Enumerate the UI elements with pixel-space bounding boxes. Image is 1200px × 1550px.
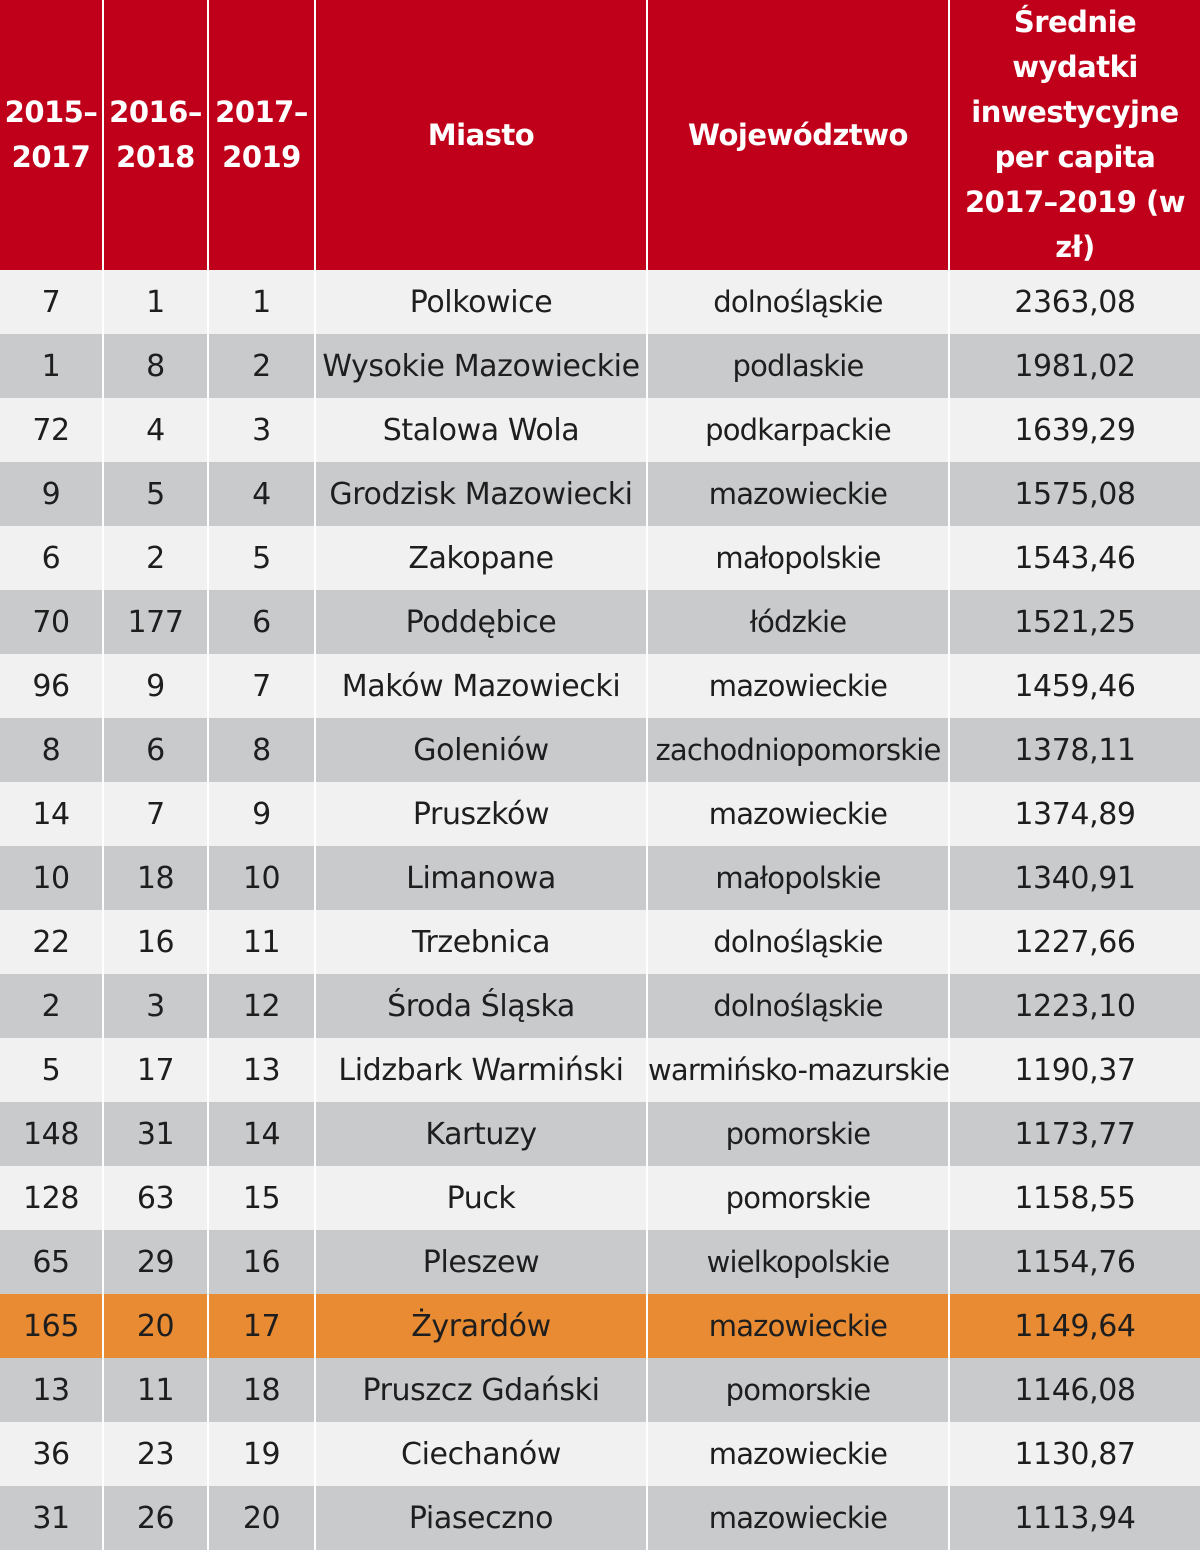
cell-rank-2015-2017: 148 [0,1102,103,1166]
cell-rank-2016-2018: 18 [103,846,208,910]
cell-rank-2017-2019: 2 [208,334,315,398]
cell-wojewodztwo: podkarpackie [647,398,949,462]
cell-rank-2015-2017: 8 [0,718,103,782]
cell-rank-2015-2017: 14 [0,782,103,846]
cell-wydatki: 1639,29 [949,398,1200,462]
cell-rank-2017-2019: 8 [208,718,315,782]
cell-rank-2016-2018: 31 [103,1102,208,1166]
table-row [0,846,1200,910]
cell-rank-2016-2018: 20 [103,1294,208,1358]
cell-miasto: Środa Śląska [315,974,647,1038]
cell-miasto: Pruszków [315,782,647,846]
table-body [0,270,1200,1550]
cell-wojewodztwo: mazowieckie [647,462,949,526]
cell-miasto: Ciechanów [315,1422,647,1486]
cell-rank-2017-2019: 14 [208,1102,315,1166]
cell-wydatki: 1575,08 [949,462,1200,526]
table-row [0,334,1200,398]
cell-rank-2015-2017: 96 [0,654,103,718]
cell-rank-2015-2017: 31 [0,1486,103,1550]
cell-wojewodztwo: dolnośląskie [647,974,949,1038]
cell-wojewodztwo: mazowieckie [647,1486,949,1550]
cell-wojewodztwo: mazowieckie [647,1294,949,1358]
cell-rank-2017-2019: 4 [208,462,315,526]
cell-rank-2016-2018: 23 [103,1422,208,1486]
cell-wojewodztwo: małopolskie [647,846,949,910]
cell-wojewodztwo: mazowieckie [647,654,949,718]
table-row [0,974,1200,1038]
cell-wydatki: 2363,08 [949,270,1200,334]
cell-rank-2015-2017: 72 [0,398,103,462]
cell-rank-2015-2017: 1 [0,334,103,398]
table-row [0,1230,1200,1294]
cell-rank-2015-2017: 9 [0,462,103,526]
cell-wydatki: 1146,08 [949,1358,1200,1422]
cell-wojewodztwo: łódzkie [647,590,949,654]
cell-rank-2017-2019: 15 [208,1166,315,1230]
cell-miasto: Grodzisk Mazowiecki [315,462,647,526]
cell-wojewodztwo: dolnośląskie [647,910,949,974]
cell-rank-2016-2018: 6 [103,718,208,782]
cell-wydatki: 1149,64 [949,1294,1200,1358]
cell-rank-2015-2017: 7 [0,270,103,334]
cell-rank-2017-2019: 19 [208,1422,315,1486]
cell-rank-2015-2017: 5 [0,1038,103,1102]
cell-miasto: Pleszew [315,1230,647,1294]
cell-rank-2015-2017: 13 [0,1358,103,1422]
cell-rank-2015-2017: 128 [0,1166,103,1230]
table-row [0,1486,1200,1550]
cell-miasto: Stalowa Wola [315,398,647,462]
cell-wojewodztwo: mazowieckie [647,782,949,846]
cell-rank-2015-2017: 10 [0,846,103,910]
cell-wojewodztwo: mazowieckie [647,1422,949,1486]
cell-wydatki: 1227,66 [949,910,1200,974]
cell-rank-2016-2018: 63 [103,1166,208,1230]
table-row [0,718,1200,782]
table-row [0,398,1200,462]
cell-rank-2017-2019: 5 [208,526,315,590]
cell-rank-2017-2019: 18 [208,1358,315,1422]
cell-rank-2017-2019: 10 [208,846,315,910]
cell-miasto: Maków Mazowiecki [315,654,647,718]
cell-miasto: Limanowa [315,846,647,910]
table-row [0,654,1200,718]
cell-rank-2015-2017: 2 [0,974,103,1038]
table-header [0,0,1200,270]
table-row [0,526,1200,590]
cell-wojewodztwo: warmińsko-mazurskie [647,1038,949,1102]
cell-wojewodztwo: zachodniopomorskie [647,718,949,782]
table-row [0,1358,1200,1422]
header-wojewodztwo: Województwo [647,0,949,270]
cell-wojewodztwo: pomorskie [647,1358,949,1422]
cell-rank-2016-2018: 177 [103,590,208,654]
cell-miasto: Żyrardów [315,1294,647,1358]
header-row [0,0,1200,270]
cell-rank-2017-2019: 12 [208,974,315,1038]
cell-wojewodztwo: wielkopolskie [647,1230,949,1294]
cell-rank-2016-2018: 17 [103,1038,208,1102]
cell-rank-2017-2019: 13 [208,1038,315,1102]
cell-miasto: Kartuzy [315,1102,647,1166]
cell-miasto: Pruszcz Gdański [315,1358,647,1422]
cell-rank-2016-2018: 3 [103,974,208,1038]
cell-rank-2017-2019: 1 [208,270,315,334]
header-miasto: Miasto [315,0,647,270]
table-row [0,1038,1200,1102]
cell-rank-2016-2018: 1 [103,270,208,334]
header-rank-2016-2018: 2016– 2018 [103,0,208,270]
cell-wydatki: 1130,87 [949,1422,1200,1486]
cell-rank-2016-2018: 11 [103,1358,208,1422]
cell-rank-2016-2018: 9 [103,654,208,718]
cell-wydatki: 1374,89 [949,782,1200,846]
cell-rank-2015-2017: 36 [0,1422,103,1486]
cell-rank-2017-2019: 3 [208,398,315,462]
cell-rank-2015-2017: 22 [0,910,103,974]
cell-rank-2016-2018: 7 [103,782,208,846]
header-rank-2017-2019: 2017– 2019 [208,0,315,270]
cell-rank-2016-2018: 29 [103,1230,208,1294]
header-wydatki: Średnie wydatki inwestycyjne per capita 2017–2019 (w zł) [949,0,1200,270]
cell-wydatki: 1154,76 [949,1230,1200,1294]
cell-wojewodztwo: pomorskie [647,1102,949,1166]
cell-miasto: Poddębice [315,590,647,654]
cell-rank-2017-2019: 16 [208,1230,315,1294]
table-row [0,1166,1200,1230]
table-row [0,1102,1200,1166]
cell-rank-2015-2017: 6 [0,526,103,590]
cell-wojewodztwo: dolnośląskie [647,270,949,334]
cell-wydatki: 1223,10 [949,974,1200,1038]
cell-miasto: Goleniów [315,718,647,782]
cell-wydatki: 1459,46 [949,654,1200,718]
cell-wydatki: 1113,94 [949,1486,1200,1550]
cell-miasto: Polkowice [315,270,647,334]
cell-miasto: Puck [315,1166,647,1230]
cell-rank-2016-2018: 8 [103,334,208,398]
cell-rank-2015-2017: 165 [0,1294,103,1358]
table-row [0,1422,1200,1486]
table-row [0,590,1200,654]
cell-rank-2017-2019: 17 [208,1294,315,1358]
cell-rank-2016-2018: 16 [103,910,208,974]
cell-rank-2017-2019: 20 [208,1486,315,1550]
cell-rank-2016-2018: 2 [103,526,208,590]
cell-wojewodztwo: małopolskie [647,526,949,590]
cell-miasto: Piaseczno [315,1486,647,1550]
cell-wydatki: 1981,02 [949,334,1200,398]
cell-rank-2016-2018: 4 [103,398,208,462]
cell-wydatki: 1190,37 [949,1038,1200,1102]
cell-rank-2017-2019: 6 [208,590,315,654]
cell-rank-2016-2018: 26 [103,1486,208,1550]
cell-wydatki: 1340,91 [949,846,1200,910]
cell-wydatki: 1173,77 [949,1102,1200,1166]
cell-rank-2017-2019: 9 [208,782,315,846]
cell-rank-2015-2017: 70 [0,590,103,654]
cell-rank-2016-2018: 5 [103,462,208,526]
table-row [0,782,1200,846]
cell-wydatki: 1378,11 [949,718,1200,782]
cell-miasto: Zakopane [315,526,647,590]
table-row [0,462,1200,526]
cell-wydatki: 1521,25 [949,590,1200,654]
cell-wydatki: 1158,55 [949,1166,1200,1230]
cell-rank-2017-2019: 11 [208,910,315,974]
cell-miasto: Lidzbark Warmiński [315,1038,647,1102]
cell-wydatki: 1543,46 [949,526,1200,590]
cell-rank-2017-2019: 7 [208,654,315,718]
cell-rank-2015-2017: 65 [0,1230,103,1294]
table-row [0,910,1200,974]
cell-wojewodztwo: pomorskie [647,1166,949,1230]
header-rank-2015-2017: 2015– 2017 [0,0,103,270]
table-row [0,1294,1200,1358]
cell-miasto: Wysokie Mazowieckie [315,334,647,398]
cell-wojewodztwo: podlaskie [647,334,949,398]
table-row [0,270,1200,334]
cell-miasto: Trzebnica [315,910,647,974]
